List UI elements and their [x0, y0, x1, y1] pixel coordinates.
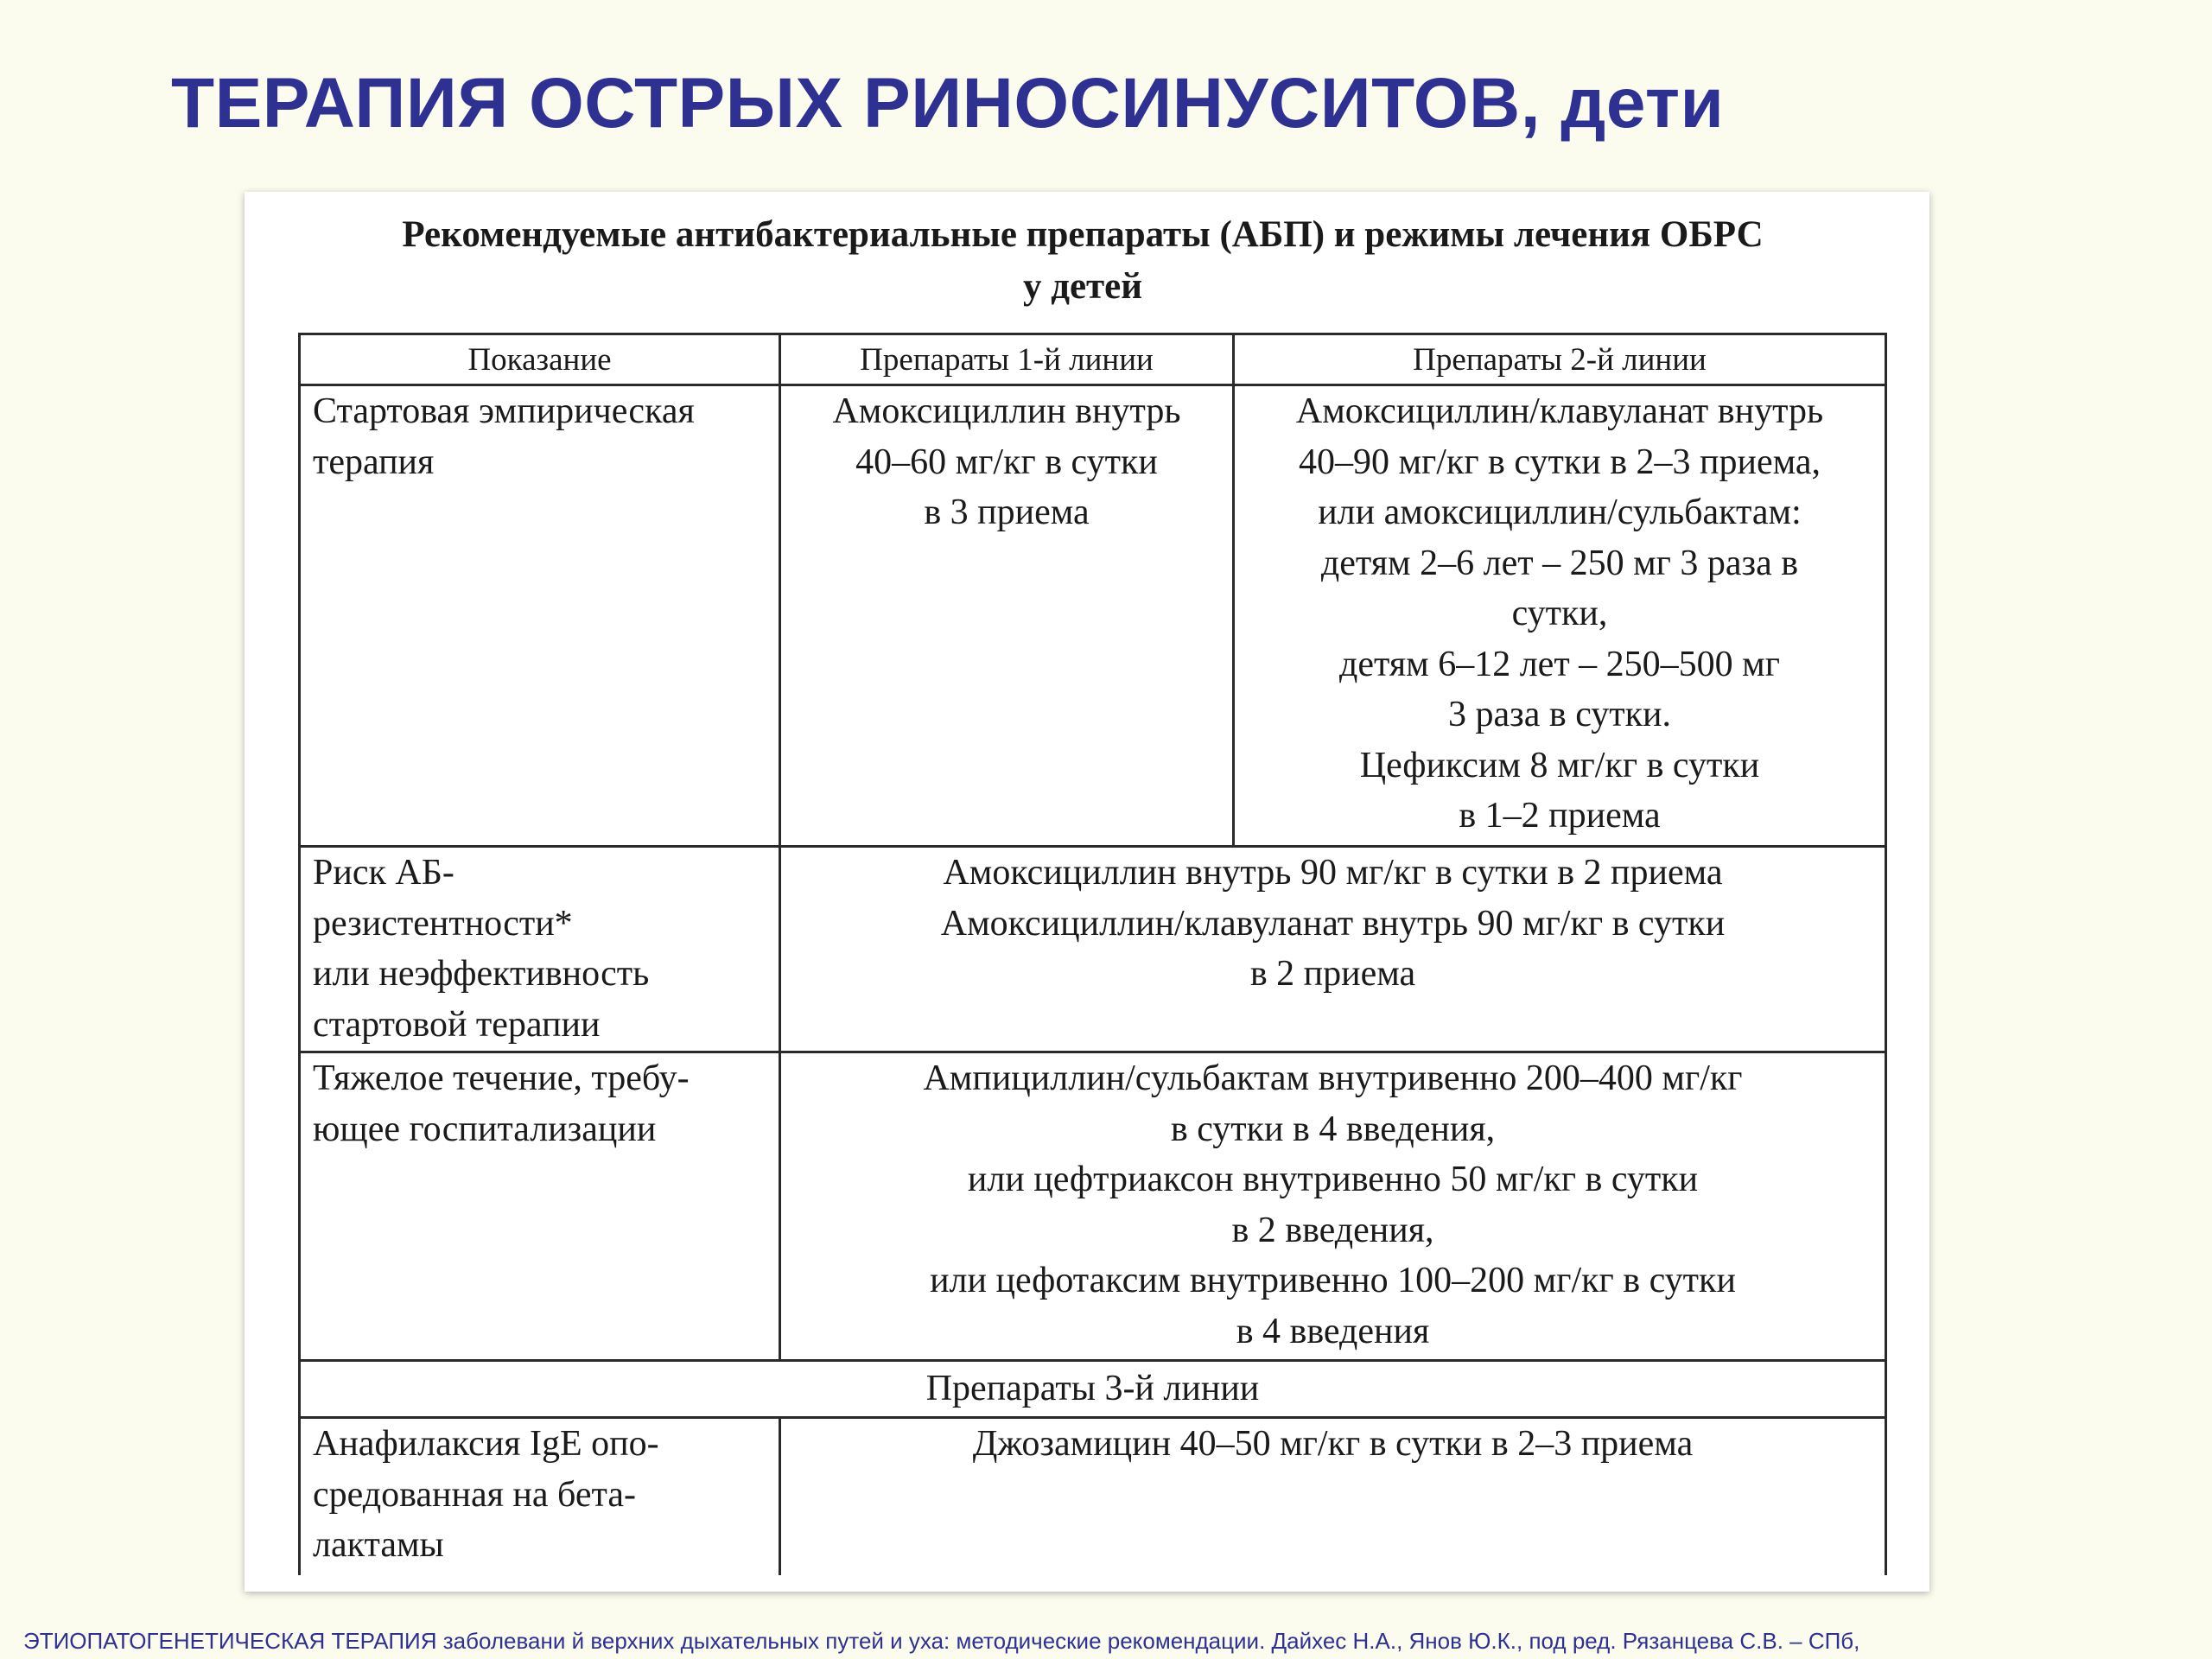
cell-line: Анафилаксия IgE опо- — [313, 1424, 659, 1464]
table-caption-line: Рекомендуемые антибактериальные препараты (АБП) и режимы лечения ОБРС — [402, 214, 1764, 255]
cell-line: или цефтриаксон внутривенно 50 мг/кг в сутки — [967, 1160, 1699, 1199]
cell-line: средованная на бета- — [313, 1474, 637, 1515]
slide-title: ТЕРАПИЯ ОСТРЫХ РИНОСИНУСИТОВ, дети — [171, 64, 1725, 143]
cell-line: Стартовая эмпирическая — [313, 391, 695, 431]
cell-line: Амоксициллин внутрь 90 мг/кг в сутки в 2 приема — [943, 853, 1723, 893]
cell-line: в 4 введения — [1236, 1311, 1430, 1351]
section-row — [300, 1361, 1886, 1418]
cell-line: или цефотаксим внутривенно 100–200 мг/кг в сутки — [930, 1261, 1736, 1300]
cell-line: Амоксициллин/клавуланат внутрь 90 мг/кг в сутки — [940, 903, 1726, 944]
second-line-cell — [1234, 385, 1886, 847]
cell-line: сутки, — [1511, 594, 1608, 633]
cell-line: Джозамицин 40–50 мг/кг в сутки в 2–3 приема — [972, 1424, 1694, 1464]
therapy-cell — [780, 1418, 1886, 1576]
table-row — [300, 847, 1886, 1052]
cell-line: Тяжелое течение, требу- — [313, 1058, 690, 1098]
cell-line: Ампициллин/сульбактам внутривенно 200–400 мг/кг — [923, 1058, 1743, 1098]
cell-line: в 2 приема — [1249, 954, 1416, 994]
cell-line: детям 2–6 лет – 250 мг 3 раза в — [1320, 543, 1799, 583]
cell-line: в сутки в 4 введения, — [1170, 1109, 1496, 1149]
table-header-row — [300, 334, 1886, 385]
treatment-table — [298, 333, 1887, 1575]
cell-line: ющее госпитализации — [313, 1109, 657, 1149]
indication-cell — [300, 847, 780, 1052]
third-line-header: Препараты 3-й линии — [300, 1361, 1886, 1418]
header-indication: Показание — [300, 334, 780, 385]
table-caption — [279, 209, 1886, 313]
footer-citation: ЭТИОПАТОГЕНЕТИЧЕСКАЯ ТЕРАПИЯ заболевани й верхних дыхательных путей и уха: методические рекомендации. Дайхес Н.А., Янов Ю.К., под ред. Рязанцева С.В. – СПб, — [23, 1628, 1860, 1654]
cell-line: 3 раза в сутки. — [1447, 695, 1672, 734]
cell-line: Цефиксим 8 мг/кг в сутки — [1359, 745, 1760, 785]
cell-line: стартовой терапии — [313, 1004, 601, 1045]
first-line-cell — [780, 385, 1234, 847]
indication-cell — [300, 385, 780, 847]
cell-line: Риск АБ- — [313, 853, 454, 893]
cell-line: Амоксициллин внутрь — [832, 391, 1181, 431]
cell-line: терапия — [313, 442, 435, 482]
cell-line: или неэффективность — [313, 954, 650, 994]
therapy-cell — [780, 847, 1886, 1052]
document-image — [245, 192, 1929, 1592]
cell-line: лактамы — [313, 1525, 444, 1565]
table-row — [300, 1418, 1886, 1576]
cell-line: детям 6–12 лет – 250–500 мг — [1339, 644, 1780, 684]
table-caption-line: у детей — [1022, 266, 1143, 307]
table-row — [300, 1052, 1886, 1361]
cell-line: в 3 приема — [924, 493, 1090, 532]
indication-cell — [300, 1052, 780, 1361]
cell-line: в 1–2 приема — [1459, 796, 1661, 836]
cell-line: 40–90 мг/кг в сутки в 2–3 приема, — [1298, 442, 1821, 482]
cell-line: или амоксициллин/сульбактам: — [1318, 493, 1802, 532]
therapy-cell — [780, 1052, 1886, 1361]
header-second-line: Препараты 2-й линии — [1234, 334, 1886, 385]
cell-line: 40–60 мг/кг в сутки — [855, 442, 1158, 482]
cell-line: в 2 введения, — [1231, 1210, 1434, 1250]
header-first-line: Препараты 1-й линии — [780, 334, 1234, 385]
cell-line: Амоксициллин/клавуланат внутрь — [1295, 391, 1824, 431]
cell-line: резистентности* — [313, 903, 573, 944]
table-row — [300, 385, 1886, 847]
indication-cell — [300, 1418, 780, 1576]
